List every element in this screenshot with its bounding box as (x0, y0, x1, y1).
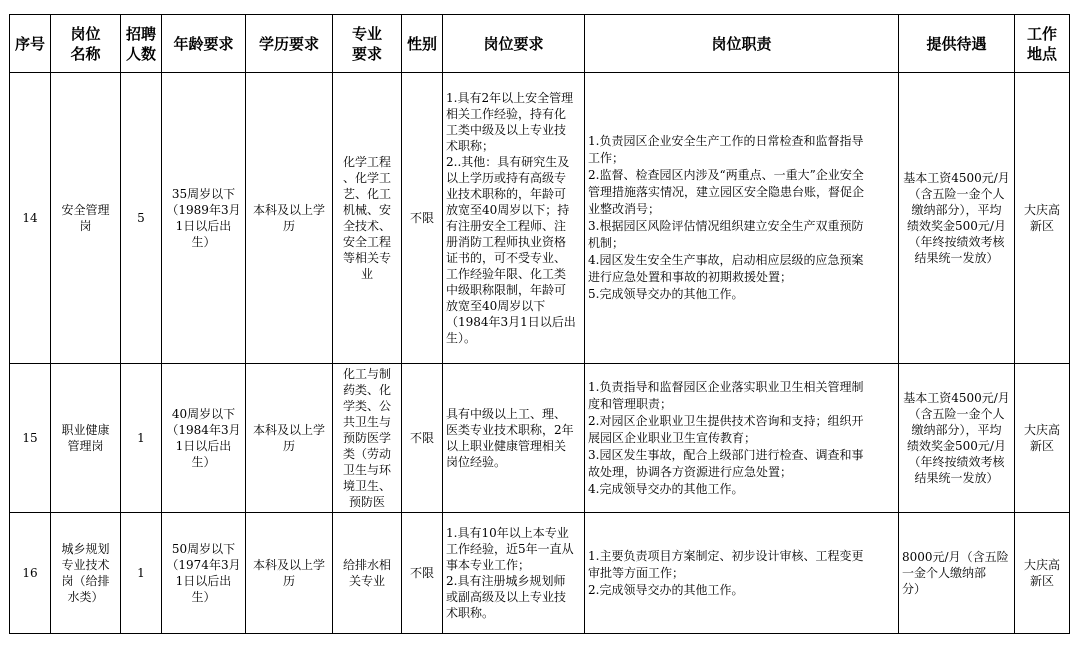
cell-gender: 不限 (402, 364, 443, 513)
cell-location: 大庆高 新区 (1015, 73, 1070, 364)
cell-seq: 15 (10, 364, 51, 513)
cell-position: 安全管理 岗 (51, 73, 121, 364)
cell-major: 化工与制 药类、化 学类、公 共卫生与 预防医学 类（劳动 卫生与环 境卫生、 预防医 (333, 364, 402, 513)
cell-location: 大庆高 新区 (1015, 513, 1070, 634)
recruitment-table-container (9, 14, 1070, 634)
recruitment-table (9, 14, 1070, 634)
cell-seq: 16 (10, 513, 51, 634)
table-row (10, 513, 1070, 634)
cell-major: 给排水相 关专业 (333, 513, 402, 634)
cell-position: 城乡规划 专业技术 岗（给排 水类） (51, 513, 121, 634)
cell-education: 本科及以上学 历 (246, 73, 333, 364)
header-count: 招聘 人数 (121, 15, 162, 73)
header-benefits: 提供待遇 (899, 15, 1015, 73)
cell-duties: 1.负责园区企业安全生产工作的日常检查和监督指导 工作； 2.监督、检查园区内涉及“两重点、一重大”企业安全 管理措施落实情况，建立园区安全隐患台账，督促企 业整改消号； 3.根据园区风险评估情况组织建立安全生产双重预防 机制； 4.园区发生安全生产事故，启动相应层级的应急预案 进行应急处置和事故的初期救援处置； 5.完成领导交办的其他工作。 (585, 73, 899, 364)
cell-gender: 不限 (402, 73, 443, 364)
cell-benefits: 基本工资4500元/月 （含五险一金个人 缴纳部分），平均 绩效奖金500元/月 （年终按绩效考核 结果统一发放） (899, 364, 1015, 513)
header-row (10, 15, 1070, 73)
cell-count: 1 (121, 364, 162, 513)
cell-education: 本科及以上学 历 (246, 513, 333, 634)
cell-requirements: 具有中级以上工、理、 医类专业技术职称，2年 以上职业健康管理相关 岗位经验。 (443, 364, 585, 513)
cell-duties: 1.负责指导和监督园区企业落实职业卫生相关管理制 度和管理职责； 2.对园区企业职业卫生提供技术咨询和支持；组织开 展园区企业职业卫生宣传教育； 3.园区发生事故，配合上级部门进行检查、调查和事 故处理，协调各方资源进行应急处置； 4.完成领导交办的其他工作。 (585, 364, 899, 513)
header-location: 工作 地点 (1015, 15, 1070, 73)
header-gender: 性别 (402, 15, 443, 73)
cell-count: 5 (121, 73, 162, 364)
cell-location: 大庆高 新区 (1015, 364, 1070, 513)
header-requirements: 岗位要求 (443, 15, 585, 73)
cell-benefits: 8000元/月（含五险 一金个人缴纳部 分） (899, 513, 1015, 634)
cell-gender: 不限 (402, 513, 443, 634)
header-age: 年龄要求 (162, 15, 246, 73)
cell-count: 1 (121, 513, 162, 634)
cell-seq: 14 (10, 73, 51, 364)
table-row (10, 73, 1070, 364)
cell-age: 35周岁以下 （1989年3月 1日以后出 生） (162, 73, 246, 364)
cell-age: 40周岁以下 （1984年3月 1日以后出 生） (162, 364, 246, 513)
header-major: 专业 要求 (333, 15, 402, 73)
cell-major: 化学工程 、化学工 艺、化工 机械、安 全技术、 安全工程 等相关专 业 (333, 73, 402, 364)
cell-position: 职业健康 管理岗 (51, 364, 121, 513)
cell-age: 50周岁以下 （1974年3月 1日以后出 生） (162, 513, 246, 634)
cell-benefits: 基本工资4500元/月 （含五险一金个人 缴纳部分），平均 绩效奖金500元/月 （年终按绩效考核 结果统一发放） (899, 73, 1015, 364)
cell-duties: 1.主要负责项目方案制定、初步设计审核、工程变更 审批等方面工作； 2.完成领导交办的其他工作。 (585, 513, 899, 634)
cell-requirements: 1.具有10年以上本专业 工作经验，近5年一直从 事本专业工作； 2.具有注册城乡规划师 或副高级及以上专业技 术职称。 (443, 513, 585, 634)
cell-requirements: 1.具有2年以上安全管理 相关工作经验，持有化 工类中级及以上专业技 术职称； 2..其他：具有研究生及 以上学历或持有高级专 业技术职称的，年龄可 放宽至40周岁以下；持 有注册安全工程师、注 册消防工程师执业资格 证书的，可不受专业、 工作经验年限、化工类 中级职称限制，年龄可 放宽至40周岁以下 （1984年3月1日以后出 生）。 (443, 73, 585, 364)
header-education: 学历要求 (246, 15, 333, 73)
header-duties: 岗位职责 (585, 15, 899, 73)
cell-education: 本科及以上学 历 (246, 364, 333, 513)
header-position: 岗位 名称 (51, 15, 121, 73)
header-seq: 序号 (10, 15, 51, 73)
table-row (10, 364, 1070, 513)
